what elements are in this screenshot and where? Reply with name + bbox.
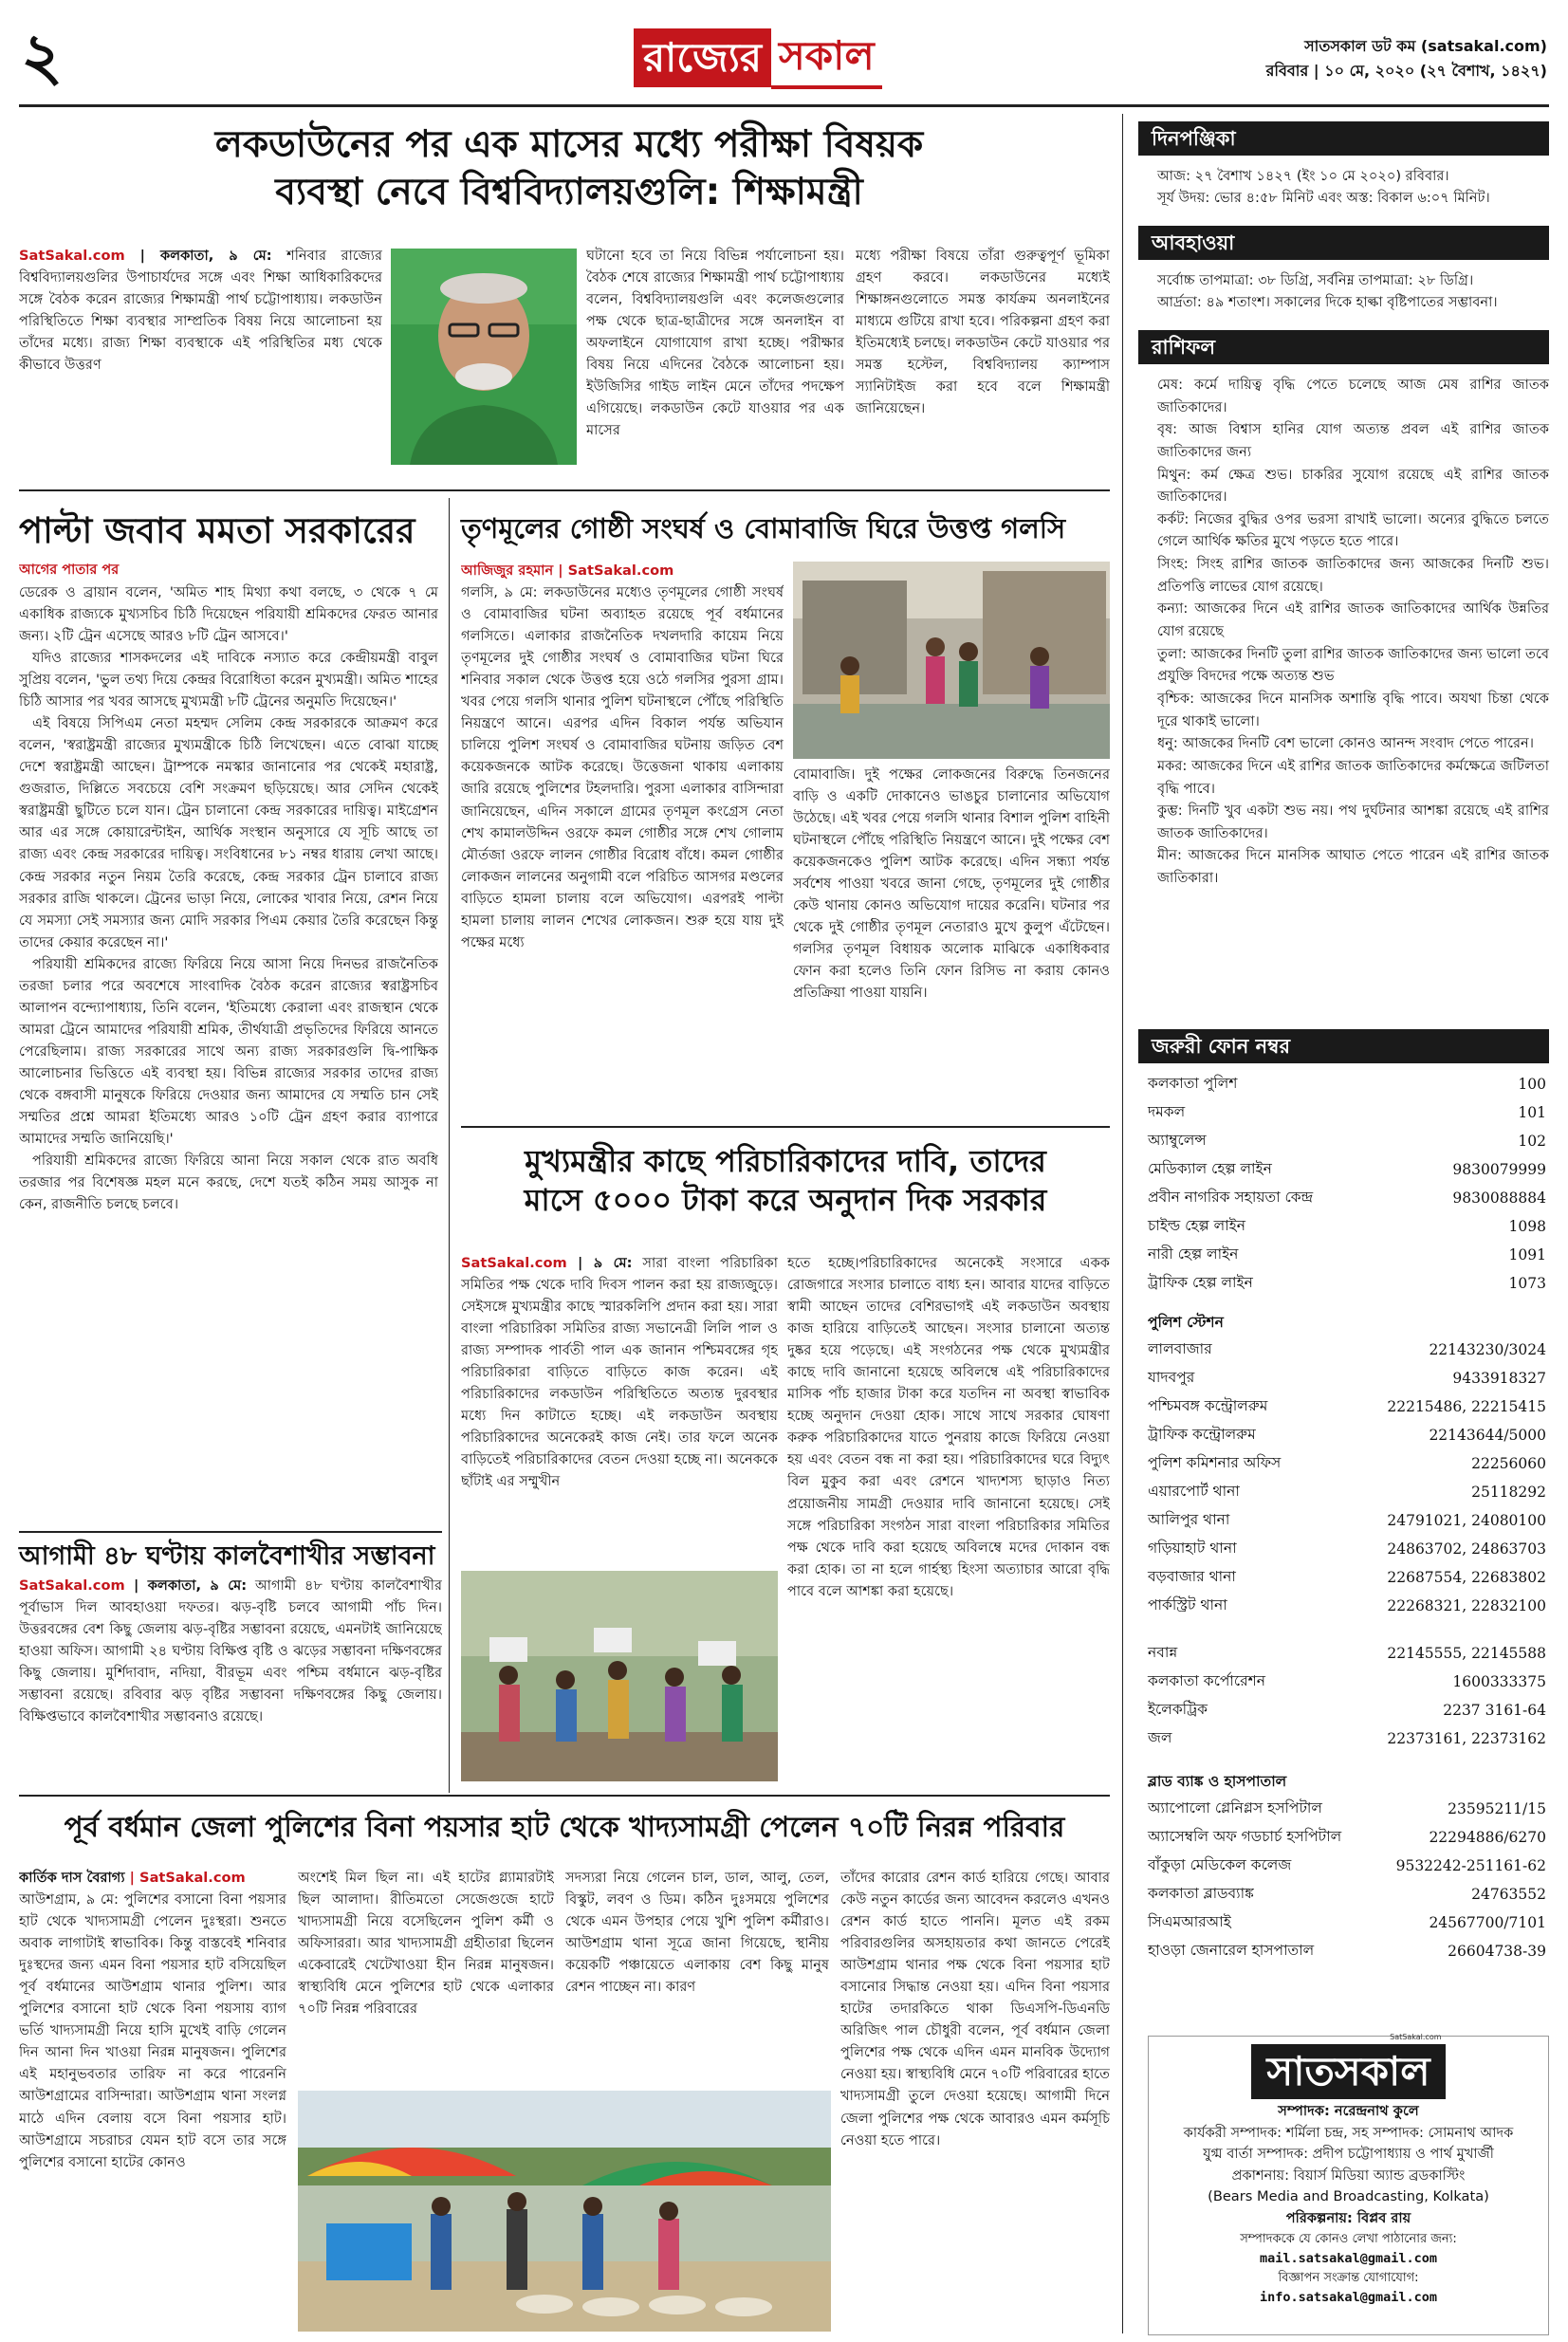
blood-bank-row: [1148, 1880, 1546, 1909]
emergency-phone-row-number[interactable]: 102: [1518, 1133, 1546, 1150]
nurses-headline-line1: মুখ্যমন্ত্রীর কাছে পরিচারিকাদের দাবি, তাদের: [525, 1143, 1046, 1179]
bardhaman-col1-text: আউশগ্রাম, ৯ মে: পুলিশের বসানো বিনা পয়সার হাট থেকে খাদ্যসামগ্রী পেলেন দুঃস্থরা। শুনতে অবাক লাগাটাই স্বাভাবিক। কিন্তু বাস্তবেই শনিবার দুঃস্থদের জন্য এমন বিনা পয়সার হাট বসিয়েছিল পূর্ব বর্ধমানের আউশগ্রাম থানার পুলিশ। আর পুলিশের বসানো হাট থেকে বিনা পয়সায় ব্যাগ ভর্তি খাদ্যসামগ্রী নিয়ে হাসি মুখেই বাড়ি গেলেন দিন আনা দিন খাওয়া নিরন্ন মানুষজন। পুলিশের এই মহানুভবতার তারিফ না করে পারেননি আউশগ্রামের বাসিন্দারা। আউশগ্রাম থানা সংলগ্ন মাঠে এদিন বেলায় বসে বিনা পয়সার হাট। আউশগ্রামে সচরাচর যেমন হাট বসে তার সঙ্গে পুলিশের বসানো হাটের কোনও: [19, 1891, 286, 2170]
bardhaman-headline: পূর্ব বর্ধমান জেলা পুলিশের বিনা পয়সার হাট থেকে খাদ্যসামগ্রী পেলেন ৭০টি নিরন্ন পরিবার: [64, 1811, 1065, 1843]
horoscope-list: [1157, 374, 1549, 890]
galsi-bottom-rule: [461, 1126, 1110, 1128]
police-phone-row-number[interactable]: 25118292: [1471, 1484, 1546, 1501]
palta-p2: যদিও রাজ্যের শাসকদলের এই দাবিকে নস্যাত করে কেন্দ্রীয়মন্ত্রী বাবুল সুপ্রিয় বলেন, 'ভুল তথ্য দিয়ে কেন্দ্রর বিরোধিতা করেন মুখ্যমন্ত্রী। অমিত শাহের চিঠি আসার পর খবর আসছে মুখ্যমন্ত্রী ৮টি ট্রেনের অনুমতি দিয়েছেন।': [19, 650, 438, 710]
police-phone-row: [1148, 1592, 1546, 1620]
bardhaman-col2: অংশেই মিল ছিল না। এই হাটের গ্ল্যামারটাই ছিল আলাদা। রীতিমতো সেজেগুজে হাটে খাদ্যসামগ্রী নিয়ে বসেছিলেন পুলিশ কর্মী ও অফিসাররা। আর খাদ্যসামগ্রী গ্রহীতারা ছিলেন একেবারেই খেটেখাওয়া হীন নিরন্ন মানুষজন। স্বাস্থ্যবিধি মেনে পুলিশের হাট থেকে এলাকার ৭০টি নিরন্ন পরিবারের: [298, 1870, 554, 2018]
storm-text: আগামী ৪৮ ঘণ্টায় কালবৈশাখীর পূর্বাভাস দিল আবহাওয়া দফতর। ঝড়-বৃষ্টি চলবে আগামী পাঁচ দিন। উত্তরবঙ্গের বেশ কিছু জেলায় ঝড়-বৃষ্টির সম্ভাবনা রয়েছে, এমনটাই জানিয়েছে হাওয়া অফিস। আগামী ২৪ ঘণ্টায় বিক্ষিপ্ত বৃষ্টি ও ঝড়ের সম্ভাবনা দক্ষিণবঙ্গের কিছু জেলায়। মুর্শিদাবাদ, নদিয়া, বীরভূম এবং পশ্চিম বর্ধমানে ঝড়-বৃষ্টির সম্ভাবনা রয়েছে। রবিবার ঝড় বৃষ্টির সম্ভাবনা দক্ষিণবঙ্গের কিছু জেলায়। বিক্ষিপ্তভাবে কালবৈশাখীর সম্ভাবনাও রয়েছে।: [19, 1577, 442, 1725]
almanac-line1: আজ: ২৭ বৈশাখ ১৪২৭ (ইং ১০ মে ২০২০) রবিবার।: [1157, 168, 1449, 184]
bardhaman-col4: তাঁদের কারোর রেশন কার্ড হারিয়ে গেছে। আবার কেউ নতুন কার্ডের জন্য আবেদন করলেও এখনও রেশন কার্ড হাতে পাননি। মূলত এই রকম পরিবারগুলির অসহায়তার কথা জানতে পেরেই আউশগ্রাম থানার পক্ষ থেকে বিনা পয়সার হাট বসানোর সিদ্ধান্ত নেওয়া হয়। এদিন বিনা পয়সার হাটের তদারকিতে থাকা ডিএসপি-ডিএনডি অরিজিৎ পাল চৌধুরী বলেন, পূর্ব বর্ধমান জেলা পুলিশের পক্ষ থেকে এদিন এমন মানবিক উদ্যোগ নেওয়া হয়। স্বাস্থ্যবিধি মেনে ৭০টি পরিবারের হাতে খাদ্যসামগ্রী তুলে দেওয়া হয়েছে। আগামী দিনে জেলা পুলিশের পক্ষ থেকে আবারও এমন কর্মসূচি নেওয়া হতে পারে।: [840, 1870, 1110, 2148]
police-phone-row-number[interactable]: 24791021, 24080100: [1387, 1512, 1546, 1529]
page-number: ২: [21, 19, 64, 95]
police-phone-row-label: পুলিশ কমিশনার অফিস: [1148, 1454, 1282, 1471]
blood-bank-row-number[interactable]: 22294886/6270: [1429, 1829, 1546, 1846]
blood-bank-row: [1148, 1852, 1546, 1880]
emergency-phone-row-number[interactable]: 1091: [1508, 1246, 1546, 1263]
storm-body: [19, 1575, 442, 1785]
horoscope-item: বৃশ্চিক: আজকের দিনে মানসিক অশান্তি বৃদ্ধি পাবে। অযথা চিন্তা থেকে দূরে থাকাই ভালো।: [1157, 690, 1549, 729]
lead-col1-text: শনিবার রাজ্যের বিশ্ববিদ্যালয়গুলির উপাচার্যদের সঙ্গে এবং শিক্ষা আধিকারিকদের সঙ্গে বৈঠক করেন রাজ্যের শিক্ষামন্ত্রী পার্থ চট্টোপাধ্যায়। লকডাউন পরিস্থিতিতে শিক্ষা ব্যবস্থার সাম্প্রতিক বিষয় নিয়ে আলোচনা হয় তাঁদের মধ্যে। রাজ্য শিক্ষা ব্যবস্থাকে এই পরিস্থিতির মধ্য থেকে কীভাবে উত্তরণ: [19, 248, 382, 374]
emergency-phones-table: [1148, 1070, 1546, 1298]
galsi-col1-text: গলসি, ৯ মে: লকডাউনের মধ্যেও তৃণমূলের গোষ্ঠী সংঘর্ষ ও বোমাবাজির ঘটনা অব্যাহত রয়েছে পূর্ব বর্ধমানের গলসিতে। এলাকার রাজনৈতিক দখলদারি কায়েম নিয়ে তৃণমূলের দুই গোষ্ঠীর সংঘর্ষ ও বোমাবাজির ঘটনা ঘিরে শনিবার সকাল থেকে উত্তপ্ত হয়ে ওঠে গলসির পুরসা গ্রাম। খবর পেয়ে গলসি থানার পুলিশ ঘটনাস্থলে পৌঁছে পরিস্থিতি নিয়ন্ত্রণে আনে। এরপর এদিন বিকাল পর্যন্ত অভিযান চালিয়ে পুলিশ সংঘর্ষ ও বোমাবাজির ঘটনায় জড়িত বেশ কয়েকজনকে আটক করেছে। উত্তেজনা থাকায় এলাকায় জারি রয়েছে পুলিশের টহলদারি। পুরসা এলাকার বাসিন্দারা জানিয়েছেন, এদিন সকালে গ্রামের তৃণমূল কংগ্রেস নেতা শেখ কামালউদ্দিন ওরফে কমল গোষ্ঠীর সঙ্গে শেখ গোলাম মৌর্তজা ওরফে লালন গোষ্ঠীর বিরোধ বাঁধে। কমল গোষ্ঠীর লোকজন লালনের অনুগামী বলে পরিচিত আসগর মণ্ডলের বাড়িতে হামলা চালায় বলে অভিযোগ। এরপরই পাল্টা হামলা চালায় লালন শেখের লোকজন। শুরু হয়ে যায় দুই পক্ষের মধ্যে: [461, 584, 784, 950]
police-phone-row-label: লালবাজার: [1148, 1340, 1212, 1357]
imprint-logo-wrap: [1251, 2033, 1445, 2099]
blood-bank-row-number[interactable]: 23595211/15: [1448, 1800, 1546, 1817]
blood-bank-row: [1148, 1909, 1546, 1937]
police-phone-row-number[interactable]: 9433918327: [1452, 1370, 1546, 1387]
bardhaman-top-rule: [19, 1795, 1110, 1797]
horoscope-item: মীন: আজকের দিনে মানসিক আঘাত পেতে পারেন এই রাশির জাতক জাতিকারা।: [1157, 847, 1549, 887]
emergency-phone-row-label: চাইল্ড হেল্প লাইন: [1148, 1217, 1245, 1234]
police-phone-row-label: ট্রাফিক কন্ট্রোলরুম: [1148, 1426, 1256, 1443]
civic-phone-row-label: ইলেকট্রিক: [1148, 1701, 1208, 1718]
emergency-phone-row-number[interactable]: 1073: [1508, 1275, 1546, 1292]
police-title: পুলিশ স্টেশন: [1148, 1314, 1224, 1331]
blood-bank-row: [1148, 1795, 1546, 1823]
weather-header: আবহাওয়া: [1138, 226, 1549, 260]
imprint-email1[interactable]: mail.satsakal@gmail.com: [1260, 2250, 1437, 2266]
imprint-design: পরিকল্পনায়: বিপ্লব রায়: [1285, 2210, 1411, 2227]
lead-headline: [95, 121, 1043, 216]
horoscope-item: ধনু: আজকের দিনটি বেশ ভালো কোনও আনন্দ সংবাদ পেতে পারেন।: [1157, 735, 1534, 752]
palta-vrule: [449, 498, 450, 1793]
emergency-phone-row-label: কলকাতা পুলিশ: [1148, 1075, 1238, 1092]
lead-photo-minister: [391, 249, 577, 465]
emergency-phone-row: [1148, 1098, 1546, 1127]
police-phone-row-number[interactable]: 22143644/5000: [1429, 1427, 1546, 1444]
bardhaman-photo-market: [298, 2091, 831, 2332]
horoscope-item: মিথুন: কর্ম ক্ষেত্র শুভ। চাকরির সুযোগ রয়েছে এই রাশির জাতক জাতিকাদের।: [1157, 466, 1549, 506]
police-phone-row-number[interactable]: 22215486, 22215415: [1387, 1398, 1546, 1415]
civic-phone-row-number[interactable]: 22145555, 22145588: [1387, 1645, 1546, 1662]
almanac-line2: সূর্য উদয়: ভোর ৪:৫৮ মিনিট এবং অস্ত: বিকাল ৬:০৭ মিনিট।: [1157, 190, 1490, 207]
police-phone-row: [1148, 1506, 1546, 1535]
weather-line1: সর্বোচ্চ তাপমাত্রা: ৩৮ ডিগ্রি, সর্বনিম্ন তাপমাত্রা: ২৮ ডিগ্রি।: [1157, 272, 1474, 288]
nurses-headline-line2: মাসে ৫০০০ টাকা করে অনুদান দিক সরকার: [524, 1181, 1047, 1218]
civic-phone-row-number[interactable]: 2237 3161-64: [1443, 1702, 1546, 1719]
lead-col3: মধ্যে পরীক্ষা বিষয়ে তাঁরা গুরুত্বপূর্ণ ভূমিকা গ্রহণ করবে। লকডাউনের মধ্যেই শিক্ষাঙ্গনগুলোতে সমস্ত কার্যক্রম অনলাইনের মাধ্যমে গুটিয়ে রাখা হবে। পরিকল্পনা গ্রহণ করা ইতিমধ্যেই চলছে। লকডাউন কেটে যাওয়ার পর সমস্ত হস্টেল, বিশ্ববিদ্যালয় ক্যাম্পাস স্যানিটাইজ করা হবে বলে শিক্ষামন্ত্রী জানিয়েছেন।: [856, 248, 1110, 417]
blood-bank-row-number[interactable]: 24567700/7101: [1429, 1914, 1546, 1931]
imprint-exec: কার্যকরী সম্পাদক: শর্মিলা চন্দ্র, সহ সম্পাদক: সোমনাথ আদক: [1183, 2124, 1514, 2141]
civic-phone-row: [1148, 1696, 1546, 1724]
horoscope-item: কর্কট: নিজের বুদ্ধির ওপর ভরসা রাখাই ভালো। অন্যের বুদ্ধিতে চলতে গেলে আর্থিক ক্ষতির মুখে পড়তে হতে পারে।: [1157, 510, 1549, 550]
imprint-email2[interactable]: info.satsakal@gmail.com: [1260, 2289, 1437, 2305]
police-phone-row: [1148, 1535, 1546, 1563]
main-sidebar-vrule: [1122, 114, 1123, 2333]
nurses-col1-text: সারা বাংলা পরিচারিকা সমিতির পক্ষ থেকে দাবি দিবস পালন করা হয় রাজ্যজুড়ে। সেইসঙ্গে মুখ্যমন্ত্রীর কাছে স্মারকলিপি প্রদান করা হয়। সারা বাংলা পরিচারিকা সমিতির রাজ্য সভানেত্রী লিলি পাল ও রাজ্য সম্পাদক পার্বতী পাল এক জানান পশ্চিমবঙ্গের গৃহ পরিচারিকারা বাড়িতে বাড়িতে কাজ করেন। এই পরিচারিকাদের লকডাউন পরিস্থিতিতে অত্যন্ত দুরবস্থার মধ্যে দিন কাটাতে হচ্ছে। এই লকডাউন অবস্থায় পরিচারিকাদের অনেকেরই কাজ নেই। তার ফলে অনেক বাড়িতেই পরিচারিকাদের বেতন দেওয়া হচ্ছে না। অনেককে ছাঁটাই এর সম্মুখীন: [461, 1255, 778, 1490]
civic-phone-row-label: কলকাতা কর্পোরেশন: [1148, 1672, 1266, 1689]
police-phones-table: [1148, 1336, 1546, 1620]
almanac-body: [1157, 165, 1549, 210]
horoscope-item: সিংহ: সিংহ রাশির জাতক জাতিকাদের জন্য আজকের দিনটি শুভ। প্রতিপত্তি লাভের যোগ রয়েছে।: [1157, 556, 1549, 595]
emergency-phone-row-number[interactable]: 9830088884: [1452, 1189, 1546, 1207]
blood-title: ব্লাড ব্যাঙ্ক ও হাসপাতাল: [1148, 1773, 1287, 1790]
storm-byline-place: | কলকাতা, ৯ মে:: [124, 1577, 248, 1594]
masthead-logo: [634, 27, 882, 89]
galsi-byline-name: আজিজুর রহমান: [461, 562, 554, 579]
horoscope-item: কন্যা: আজকের দিনে এই রাশির জাতক জাতিকাদের আর্থিক উন্নতির যোগ রয়েছে: [1157, 600, 1549, 640]
civic-phone-row-label: নবান্ন: [1148, 1644, 1178, 1661]
phones-block: [1148, 1070, 1546, 1965]
imprint-publisher: প্রকাশনায়: বিয়ার্স মিডিয়া অ্যান্ড ব্রডকাস্টিং: [1231, 2167, 1466, 2184]
lead-byline-src: SatSakal.com: [19, 248, 125, 264]
police-phone-row: [1148, 1336, 1546, 1364]
galsi-photo-villagers: [793, 562, 1110, 759]
emergency-phone-row: [1148, 1127, 1546, 1155]
galsi-byline-src: | SatSakal.com: [553, 562, 674, 579]
blood-bank-row-number[interactable]: 26604738-39: [1448, 1943, 1546, 1960]
imprint-box: [1148, 2033, 1549, 2335]
emergency-phone-row-label: প্রবীন নাগরিক সহায়তা কেন্দ্র: [1148, 1189, 1314, 1206]
nurses-headline: [461, 1142, 1110, 1220]
lead-col1: [19, 245, 382, 482]
police-phone-row: [1148, 1364, 1546, 1392]
lead-byline-place: | কলকাতা, ৯ মে:: [124, 248, 272, 264]
blood-bank-row-label: সিএমআরআই: [1148, 1913, 1231, 1930]
lead-col2: ঘটানো হবে তা নিয়ে বিভিন্ন পর্যালোচনা হয়। বৈঠক শেষে রাজ্যের শিক্ষামন্ত্রী পার্থ চট্টোপাধ্যায় বলেন, বিশ্ববিদ্যালয়গুলি এবং কলেজগুলোর পক্ষ থেকে ছাত্র-ছাত্রীদের সঙ্গে অনলাইন বা অফলাইনে যোগাযোগ রাখা হচ্ছে। পরীক্ষার বিষয় নিয়ে এদিনের বৈঠকে আলোচনা হয়। ইউজিসির গাইড লাইন মেনে তাঁদের পদক্ষেপ এগিয়েছে। লকডাউন কেটে যাওয়ার পর এক মাসের: [586, 248, 844, 439]
weather-line2: আর্দ্রতা: ৪৯ শতাংশ। সকালের দিকে হাল্কা বৃষ্টিপাতের সম্ভাবনা।: [1157, 294, 1498, 311]
police-phone-row-number[interactable]: 22256060: [1471, 1455, 1546, 1472]
blood-bank-row: [1148, 1937, 1546, 1965]
storm-headline: আগামী ৪৮ ঘণ্টায় কালবৈশাখীর সম্ভাবনা: [19, 1541, 435, 1571]
police-phone-row-label: এয়ারপোর্ট থানা: [1148, 1483, 1240, 1500]
blood-bank-row: [1148, 1823, 1546, 1852]
civic-phone-row: [1148, 1668, 1546, 1696]
palta-p1: ডেরেক ও ব্রায়ান বলেন, 'অমিত শাহ মিথ্যা কথা বলছে, ৩ থেকে ৭ মে একাধিক রাজ্যকে মুখ্যসচিব চিঠি দিয়েছেন পরিযায়ী শ্রমিকদের ফেরত আনার জন্য। ২টি ট্রেন এসেছে আরও ৮টি ট্রেন আসবে।': [19, 583, 438, 644]
emergency-phone-row-number[interactable]: 1098: [1508, 1218, 1546, 1235]
nurses-photo-protest: [461, 1571, 778, 1781]
galsi-headline: তৃণমূলের গোষ্ঠী সংঘর্ষ ও বোমাবাজি ঘিরে উত্তপ্ত গলসি: [461, 512, 1066, 544]
horoscope-item: বৃষ: আজ বিশ্বাস হানির যোগ অত্যন্ত প্রবল এই রাশির জাতক জাতিকাদের জন্য: [1157, 421, 1549, 460]
blood-bank-row-label: অ্যাসেম্বলি অফ গডচার্চ হসপিটাল: [1148, 1828, 1342, 1845]
civic-phone-row: [1148, 1639, 1546, 1668]
lead-bottom-rule: [19, 489, 1110, 491]
imprint-ad-label: বিজ্ঞাপন সংক্রান্ত যোগাযোগ:: [1278, 2270, 1419, 2285]
civic-phone-row: [1148, 1724, 1546, 1753]
civic-phone-row-label: জল: [1148, 1729, 1172, 1746]
horoscope-header: রাশিফল: [1138, 330, 1549, 364]
nurses-byline-place: | ৯ মে:: [566, 1255, 633, 1271]
galsi-col1: [461, 560, 784, 1121]
emergency-phone-row-number[interactable]: 101: [1518, 1104, 1546, 1121]
masthead-title-part2: সকাল: [771, 27, 882, 89]
almanac-header: দিনপঞ্জিকা: [1138, 121, 1549, 156]
emergency-phone-row: [1148, 1070, 1546, 1098]
police-phone-row: [1148, 1478, 1546, 1506]
horoscope-item: মকর: আজকের দিনে এই রাশির জাতক জাতিকাদের কর্মক্ষেত্রে জটিলতা বৃদ্ধি পাবে।: [1157, 757, 1549, 797]
imprint-joint: যুগ্ম বার্তা সম্পাদক: প্রদীপ চট্টোপাধ্যায় ও পার্থ মুখার্জী: [1203, 2146, 1494, 2163]
imprint-logo-small: SatSakal.com: [1390, 2033, 1442, 2041]
blood-bank-row-label: হাওড়া জেনারেল হাসপাতাল: [1148, 1942, 1315, 1959]
emergency-phone-row-label: মেডিক্যাল হেল্প লাইন: [1148, 1160, 1272, 1177]
imprint-contact-label: সম্পাদককে যে কোনও লেখা পাঠানোর জন্য:: [1240, 2231, 1457, 2246]
masthead-rule: [19, 104, 1549, 107]
nurses-col1: [461, 1252, 778, 1565]
emergency-phone-row: [1148, 1184, 1546, 1212]
palta-p3: এই বিষয়ে সিপিএম নেতা মহম্মদ সেলিম কেন্দ্র সরকারকে আক্রমণ করে বলেন, 'স্বরাষ্ট্রমন্ত্রী রাজ্যের মুখ্যমন্ত্রীকে চিঠি লিখেছেন। এতে বোঝা যাচ্ছে দেশে স্বরাষ্ট্রমন্ত্রী আছেন। ট্রাম্পকে নমস্কার জানানোর পর থেকেই মহারাষ্ট্র, গুজরাত, দিল্লিতে সবচেয়ে বেশি সংক্রমণ ছড়িয়েছে। আর সেদিন থেকেই স্বরাষ্ট্রমন্ত্রী ছুটিতে চলে যান। ট্রেন চালানো কেন্দ্র সরকারের দায়িত্ব। মাইগ্রেশন আর এর সঙ্গে কোয়ারেন্টাইন, আর্থিক সংস্থান অনুসারে যে সূচি আছে তা রাজ্য এবং কেন্দ্র সরকারের দায়িত্ব। সংবিধানের ৮১ নম্বর ধারায় লেখা আছে। কেন্দ্র সরকার নতুন নিয়ম তৈরি করেছে, কেন্দ্র সরকার ট্রেন চালাবে রাজ্য সরকার রাজি থাকলে। ট্রেনের ভাড়া নিয়ে, লোকের খাবার নিয়ে, রেশন নিয়ে যে সমস্যা সেই সমস্যার জন্য মোদি সরকার পিএম কেয়ার তৈরি করেছেন কিন্তু তাদের কেয়ার করেছেন না।': [19, 715, 438, 950]
galsi-col2: বোমাবাজি। দুই পক্ষের লোকজনের বিরুদ্ধে তিনজনের বাড়ি ও একটি দোকানেও ভাঙচুর চালানোর অভিযোগ উঠেছে। এই খবর পেয়ে গলসি থানার বিশাল পুলিশ বাহিনী ঘটনাস্থলে পৌঁছে পরিস্থিতি নিয়ন্ত্রণে আনে। দুই পক্ষের বেশ কয়েকজনকেও পুলিশ আটক করেছে। এদিন সন্ধ্যা পর্যন্ত সর্বশেষ পাওয়া খবরে জানা গেছে, তৃণমূলের দুই গোষ্ঠীর কেউ থানায় কোনও অভিযোগ দায়ের করেনি। ঘটনার পর থেকে দুই গোষ্ঠীর তৃণমূল নেতারাও মুখে কুলুপ এঁটেছেন। গলসির তৃণমূল বিধায়ক অলোক মাঝিকে একাধিকবার ফোন করা হলেও তিনি ফোন রিসিভ না করায় কোনও প্রতিক্রিয়া পাওয়া যায়নি।: [793, 766, 1110, 1002]
police-phone-row: [1148, 1392, 1546, 1421]
emergency-phone-row-number[interactable]: 9830079999: [1452, 1161, 1546, 1178]
palta-continued: আগের পাতার পর: [19, 562, 120, 578]
bardhaman-col3: সদস্যরা নিয়ে গেলেন চাল, ডাল, আলু, তেল, বিস্কুট, লবণ ও ডিম। কঠিন দুঃসময়ে পুলিশের থেকে এমন উপহার পেয়ে খুশি পুলিশ কর্মীরাও। আউশগ্রাম থানা সূত্রে জানা গিয়েছে, স্থানীয় কয়েকটি পঞ্চায়েতে এলাকায় বেশ কিছু মানুষ রেশন পাচ্ছেন না। কারণ: [565, 1870, 829, 1996]
lead-headline-line1: লকডাউনের পর এক মাসের মধ্যে পরীক্ষা বিষয়ক: [214, 123, 924, 166]
police-phone-row-number[interactable]: 22143230/3024: [1429, 1341, 1546, 1358]
bardhaman-byline-name: কার্তিক দাস বৈরাগ্য: [19, 1870, 125, 1886]
weather-body: [1157, 269, 1549, 314]
emergency-phone-row-label: দমকল: [1148, 1103, 1186, 1120]
police-phone-row-number[interactable]: 22268321, 22832100: [1387, 1597, 1546, 1614]
lead-headline-line2: ব্যবস্থা নেবে বিশ্ববিদ্যালয়গুলি: শিক্ষামন্ত্রী: [275, 170, 863, 213]
police-phone-row-label: পার্কস্ট্রিট থানা: [1148, 1596, 1227, 1614]
blood-bank-row-label: অ্যাপোলো গ্লেনিগ্লস হসপিটাল: [1148, 1799, 1322, 1816]
emergency-phone-row: [1148, 1269, 1546, 1298]
blood-bank-row-number[interactable]: 9532242-251161-62: [1395, 1857, 1546, 1874]
bardhaman-byline-src: | SatSakal.com: [124, 1870, 246, 1886]
imprint-editor: সম্পাদক: নরেন্দ্রনাথ কুলে: [1278, 2103, 1419, 2119]
police-phone-row: [1148, 1563, 1546, 1592]
horoscope-item: কুম্ভ: দিনটি খুব একটা শুভ নয়। পথ দুর্ঘটনার আশঙ্কা রয়েছে এই রাশির জাতক জাতিকাদের।: [1157, 802, 1549, 841]
storm-byline-src: SatSakal.com: [19, 1577, 125, 1594]
bardhaman-col1: [19, 1867, 286, 2332]
police-phone-row-label: বড়বাজার থানা: [1148, 1568, 1236, 1585]
police-phone-row-number[interactable]: 22687554, 22683802: [1387, 1569, 1546, 1586]
blood-bank-row-label: কলকাতা ব্লাডব্যাঙ্ক: [1148, 1885, 1254, 1902]
phones-header: জরুরী ফোন নম্বর: [1138, 1029, 1549, 1063]
palta-p5: পরিযায়ী শ্রমিকদের রাজ্যে ফিরিয়ে আনা নিয়ে সকাল থেকে রাত অবধি তরজার পর বিশেষজ্ঞ মহল মনে করছে, দেশে যতই কঠিন সময় আসুক না কেন, রাজনীতি চলছে চলবে।: [19, 1153, 438, 1213]
horoscope-item: মেষ: কর্মে দায়িত্ব বৃদ্ধি পেতে চলেছে আজ মেষ রাশির জাতক জাতিকাদের।: [1157, 377, 1549, 415]
emergency-phone-row: [1148, 1241, 1546, 1269]
blood-bank-row-label: বাঁকুড়া মেডিকেল কলেজ: [1148, 1856, 1292, 1873]
police-phone-row-label: গড়িয়াহাট থানা: [1148, 1540, 1237, 1557]
masthead-date: রবিবার | ১০ মে, ২০২০ (২৭ বৈশাখ, ১৪২৭): [1265, 62, 1547, 80]
masthead-site: সাতসকাল ডট কম (satsakal.com): [1304, 37, 1547, 55]
blood-phones-table: [1148, 1795, 1546, 1965]
police-phone-row-label: যাদবপুর: [1148, 1369, 1195, 1386]
police-phone-row-label: আলিপুর থানা: [1148, 1511, 1230, 1528]
police-phone-row-label: পশ্চিমবঙ্গ কন্ট্রোলরুম: [1148, 1397, 1268, 1414]
imprint-logo: সাতসকাল: [1266, 2048, 1430, 2094]
civic-phones-table: [1148, 1639, 1546, 1753]
nurses-col2: হতে হচ্ছে।পরিচারিকাদের অনেকেই সংসারে একক রোজগারে সংসার চালাতে বাধ্য হন। আবার যাদের বাড়িতে স্বামী আছেন তাদের বেশিরভাগই এই লকডাউন অবস্থায় কাজ হারিয়ে বাড়িতেই আছেন। সংসার চালানো অত্যন্ত দুষ্কর হয়ে পড়েছে। এই সংগঠনের পক্ষ থেকে মুখ্যমন্ত্রীর কাছে দাবি জানানো হয়েছে অবিলম্বে এই পরিচারিকাদের মাসিক পাঁচ হাজার টাকা করে যতদিন না অবস্থা স্বাভাবিক হচ্ছে অনুদান দেওয়া হোক। সাথে সাথে সরকার ঘোষণা করুক পরিচারিকাদের যাতে পুনরায় কাজে ফিরিয়ে নেওয়া হয় এবং বেতন বন্ধ না করা হয়। পরিচারিকাদের ঘরে বিদ্যুৎ বিল মুকুব করা এবং রেশনে খাদ্যশস্য ছাড়াও নিত্য প্রয়োজনীয় সামগ্রী দেওয়ার দাবি জানানো হয়েছে। সেই সঙ্গে পরিচারিকা সংগঠন সারা বাংলা পরিচারিকার সমিতির পক্ষ থেকে দাবি করা হয়েছে অবিলম্বে মদের দোকান বন্ধ করা হোক। তা না হলে গার্হস্থ্য হিংসা অত্যাচার আরো বৃদ্ধি পাবে বলে আশঙ্কা করা হয়েছে।: [787, 1255, 1110, 1599]
emergency-phone-row-label: অ্যাম্বুলেন্স: [1148, 1132, 1207, 1149]
emergency-phone-row: [1148, 1155, 1546, 1184]
palta-p4: পরিযায়ী শ্রমিকদের রাজ্যে ফিরিয়ে নিয়ে আসা নিয়ে দিনভর রাজনৈতিক তরজা চলার পরে অবশেষে সাংবাদিক বৈঠক করেন রাজ্যের স্বরাষ্ট্রসচিব আলাপন বন্দ্যোপাধ্যায়, তিনি বলেন, 'ইতিমধ্যে কেরালা এবং রাজস্থান থেকে আমরা ট্রেনে আমাদের পরিযায়ী শ্রমিক, তীর্থযাত্রী প্রভৃতিদের ফিরিয়ে আনতে পেরেছিলাম। রাজ্য সরকারের সাথে অন্য রাজ্য সরকারগুলি দ্বি-পাক্ষিক আলোচনার ভিত্তিতে এই ব্যবস্থা হয়। বিভিন্ন রাজ্যের সরকার তাদের রাজ্য থেকে বঙ্গবাসী মানুষকে ফিরিয়ে দেওয়ার জন্য আমাদের যে সম্মতি চান সেই সম্মতির প্রশ্নে আমরা ইতিমধ্যে আরও ১০টি ট্রেন গ্রহণ করার ব্যাপারে আমাদের সম্মতি জানিয়েছি।': [19, 955, 438, 1148]
palta-headline: পাল্টা জবাব মমতা সরকারের: [19, 510, 415, 551]
horoscope-item: তুলা: আজকের দিনটি তুলা রাশির জাতক জাতিকাদের জন্য ভালো তবে প্রযুক্তি বিদদের পক্ষে অত্যন্ত শুভ: [1157, 645, 1549, 685]
emergency-phone-row-number[interactable]: 100: [1518, 1076, 1546, 1093]
imprint-publisher-en: (Bears Media and Broadcasting, Kolkata): [1208, 2188, 1489, 2205]
storm-top-rule: [19, 1531, 442, 1533]
nurses-byline-src: SatSakal.com: [461, 1255, 567, 1271]
palta-body: [19, 560, 438, 1527]
police-phone-row: [1148, 1449, 1546, 1478]
emergency-phone-row-label: ট্রাফিক হেল্প লাইন: [1148, 1274, 1253, 1291]
masthead-title-part1: রাজ্যের: [634, 28, 771, 87]
civic-phone-row-number[interactable]: 22373161, 22373162: [1387, 1730, 1546, 1747]
blood-bank-row-number[interactable]: 24763552: [1471, 1886, 1546, 1903]
civic-phone-row-number[interactable]: 1600333375: [1452, 1673, 1546, 1690]
police-phone-row: [1148, 1421, 1546, 1449]
emergency-phone-row-label: নারী হেল্প লাইন: [1148, 1245, 1239, 1263]
emergency-phone-row: [1148, 1212, 1546, 1241]
police-phone-row-number[interactable]: 24863702, 24863703: [1387, 1540, 1546, 1558]
